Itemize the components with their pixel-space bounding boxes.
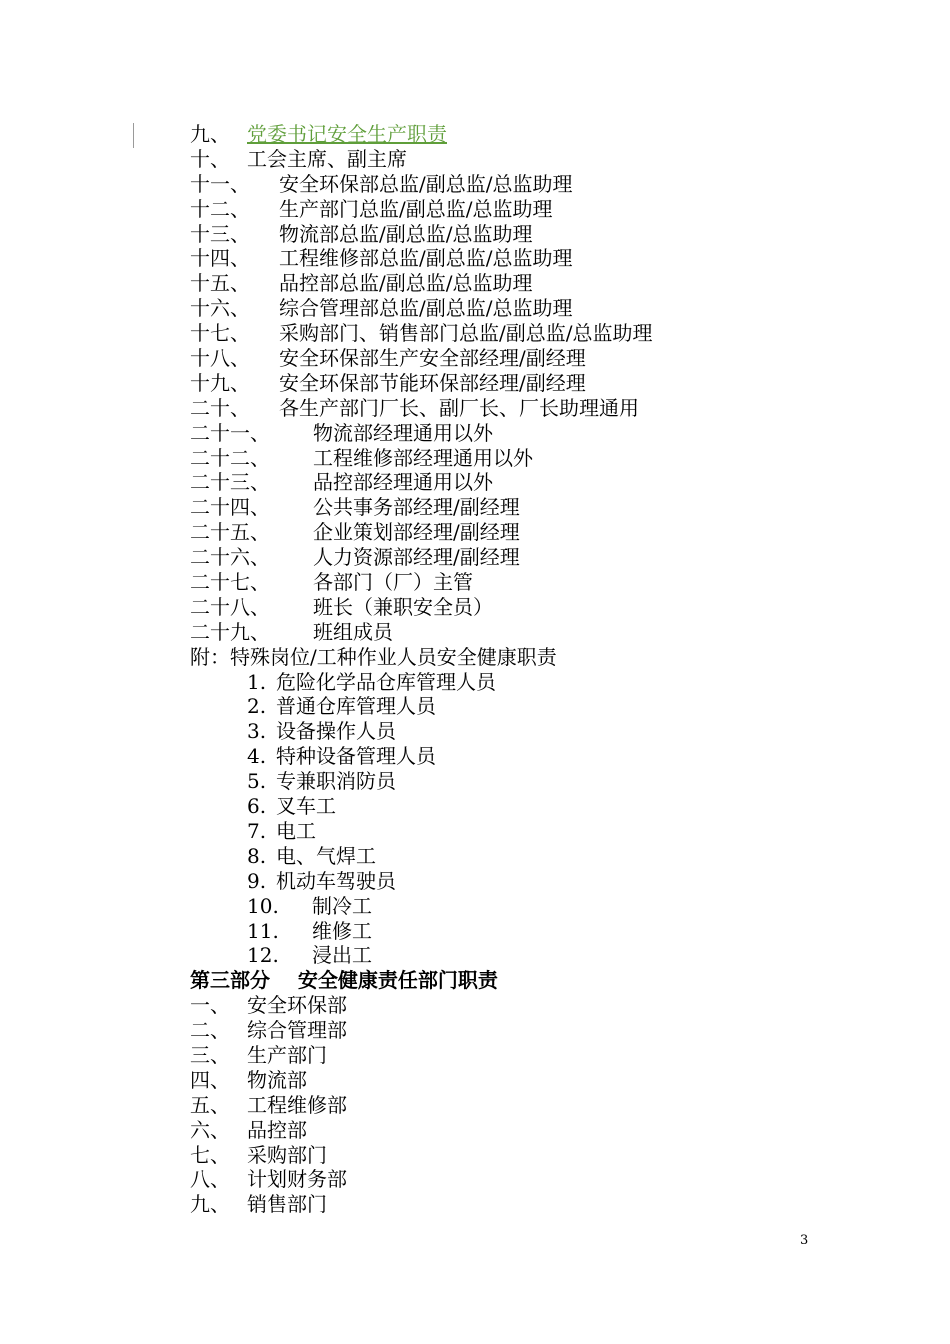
appendix-item-number: 2. xyxy=(247,694,267,719)
toc-number: 二十五、 xyxy=(190,520,270,545)
toc-number: 十七、 xyxy=(190,321,250,346)
toc-number: 十五、 xyxy=(190,271,250,296)
toc-text: 安全环保部节能环保部经理/副经理 xyxy=(279,370,586,395)
part3-item-number: 一、 xyxy=(190,993,230,1018)
toc-number: 十四、 xyxy=(190,246,250,271)
appendix-item-text: 危险化学品仓库管理人员 xyxy=(276,669,496,694)
appendix-item-number: 7. xyxy=(247,818,267,843)
toc-number: 二十四、 xyxy=(190,495,270,520)
appendix-item-number: 11. xyxy=(247,918,279,943)
appendix-title: 附：特殊岗位/工种作业人员安全健康职责 xyxy=(190,644,557,669)
part3-item-text: 采购部门 xyxy=(247,1142,327,1167)
toc-number: 二十八、 xyxy=(190,594,270,619)
revision-margin-bar xyxy=(133,123,134,148)
appendix-item-number: 5. xyxy=(247,769,267,794)
toc-text: 安全环保部生产安全部经理/副经理 xyxy=(279,346,586,371)
part3-item-number: 五、 xyxy=(190,1092,230,1117)
toc-text: 班组成员 xyxy=(313,619,393,644)
appendix-item-text: 普通仓库管理人员 xyxy=(276,694,436,719)
part3-item-text: 工程维修部 xyxy=(247,1092,347,1117)
appendix-item-number: 4. xyxy=(247,744,267,769)
toc-text: 生产部门总监/副总监/总监助理 xyxy=(279,196,553,221)
toc-number: 二十、 xyxy=(190,395,250,420)
appendix-item-text: 专兼职消防员 xyxy=(276,769,396,794)
toc-number: 十三、 xyxy=(190,221,250,246)
toc-text: 班长（兼职安全员） xyxy=(313,594,493,619)
part3-item-number: 二、 xyxy=(190,1018,230,1043)
appendix-item-number: 1. xyxy=(247,669,267,694)
toc-text: 工会主席、副主席 xyxy=(247,146,407,171)
toc-link[interactable]: 党委书记安全生产职责 xyxy=(247,122,447,146)
part3-item-number: 六、 xyxy=(190,1117,230,1142)
part3-item-text: 计划财务部 xyxy=(247,1167,347,1192)
toc-number: 二十六、 xyxy=(190,545,270,570)
toc-number: 十、 xyxy=(190,146,230,171)
part3-item-number: 三、 xyxy=(190,1042,230,1067)
toc-number: 九、 xyxy=(190,122,230,146)
part3-item-number: 八、 xyxy=(190,1167,230,1192)
toc-number: 二十七、 xyxy=(190,570,270,595)
toc-text: 各部门（厂）主管 xyxy=(313,570,473,595)
toc-text: 公共事务部经理/副经理 xyxy=(313,495,520,520)
toc-text: 物流部总监/副总监/总监助理 xyxy=(279,221,533,246)
part3-item-text: 品控部 xyxy=(247,1117,307,1142)
part3-item-text: 综合管理部 xyxy=(247,1018,347,1043)
toc-text: 各生产部门厂长、副厂长、厂长助理通用 xyxy=(279,395,639,420)
appendix-item-text: 维修工 xyxy=(312,918,372,943)
toc-text: 人力资源部经理/副经理 xyxy=(313,545,520,570)
toc-number: 十八、 xyxy=(190,346,250,371)
toc-text: 工程维修部总监/副总监/总监助理 xyxy=(279,246,573,271)
appendix-item-text: 制冷工 xyxy=(312,893,372,918)
toc-number: 十一、 xyxy=(190,171,250,196)
part3-item-number: 七、 xyxy=(190,1142,230,1167)
toc-text: 综合管理部总监/副总监/总监助理 xyxy=(279,296,573,321)
part3-item-text: 生产部门 xyxy=(247,1042,327,1067)
toc-text: 品控部总监/副总监/总监助理 xyxy=(279,271,533,296)
toc-number: 十六、 xyxy=(190,296,250,321)
appendix-item-text: 叉车工 xyxy=(276,794,336,819)
appendix-item-number: 8. xyxy=(247,843,267,868)
appendix-item-text: 特种设备管理人员 xyxy=(276,744,436,769)
appendix-item-number: 10. xyxy=(247,893,279,918)
appendix-item-number: 3. xyxy=(247,719,267,744)
appendix-item-text: 电工 xyxy=(276,818,316,843)
appendix-item-number: 6. xyxy=(247,794,267,819)
toc-number: 二十一、 xyxy=(190,420,270,445)
appendix-item-text: 浸出工 xyxy=(312,943,372,968)
part3-item-number: 四、 xyxy=(190,1067,230,1092)
appendix-item-text: 电、气焊工 xyxy=(276,843,376,868)
appendix-item-text: 设备操作人员 xyxy=(276,719,396,744)
toc-number: 十九、 xyxy=(190,370,250,395)
part3-heading: 第三部分 安全健康责任部门职责 xyxy=(190,968,498,993)
page-number: 3 xyxy=(800,1233,809,1248)
toc-number: 二十三、 xyxy=(190,470,270,495)
appendix-item-number: 12. xyxy=(247,943,279,968)
toc-number: 十二、 xyxy=(190,196,250,221)
toc-number: 二十九、 xyxy=(190,619,270,644)
part3-item-text: 安全环保部 xyxy=(247,993,347,1018)
toc-text: 品控部经理通用以外 xyxy=(313,470,493,495)
part3-item-text: 物流部 xyxy=(247,1067,307,1092)
part3-item-number: 九、 xyxy=(190,1192,230,1217)
toc-text: 工程维修部经理通用以外 xyxy=(313,445,533,470)
toc-text: 企业策划部经理/副经理 xyxy=(313,520,520,545)
toc-text: 安全环保部总监/副总监/总监助理 xyxy=(279,171,573,196)
part3-item-text: 销售部门 xyxy=(247,1192,327,1217)
appendix-item-text: 机动车驾驶员 xyxy=(276,868,396,893)
toc-text: 物流部经理通用以外 xyxy=(313,420,493,445)
appendix-item-number: 9. xyxy=(247,868,267,893)
toc-number: 二十二、 xyxy=(190,445,270,470)
toc-text: 采购部门、销售部门总监/副总监/总监助理 xyxy=(279,321,653,346)
